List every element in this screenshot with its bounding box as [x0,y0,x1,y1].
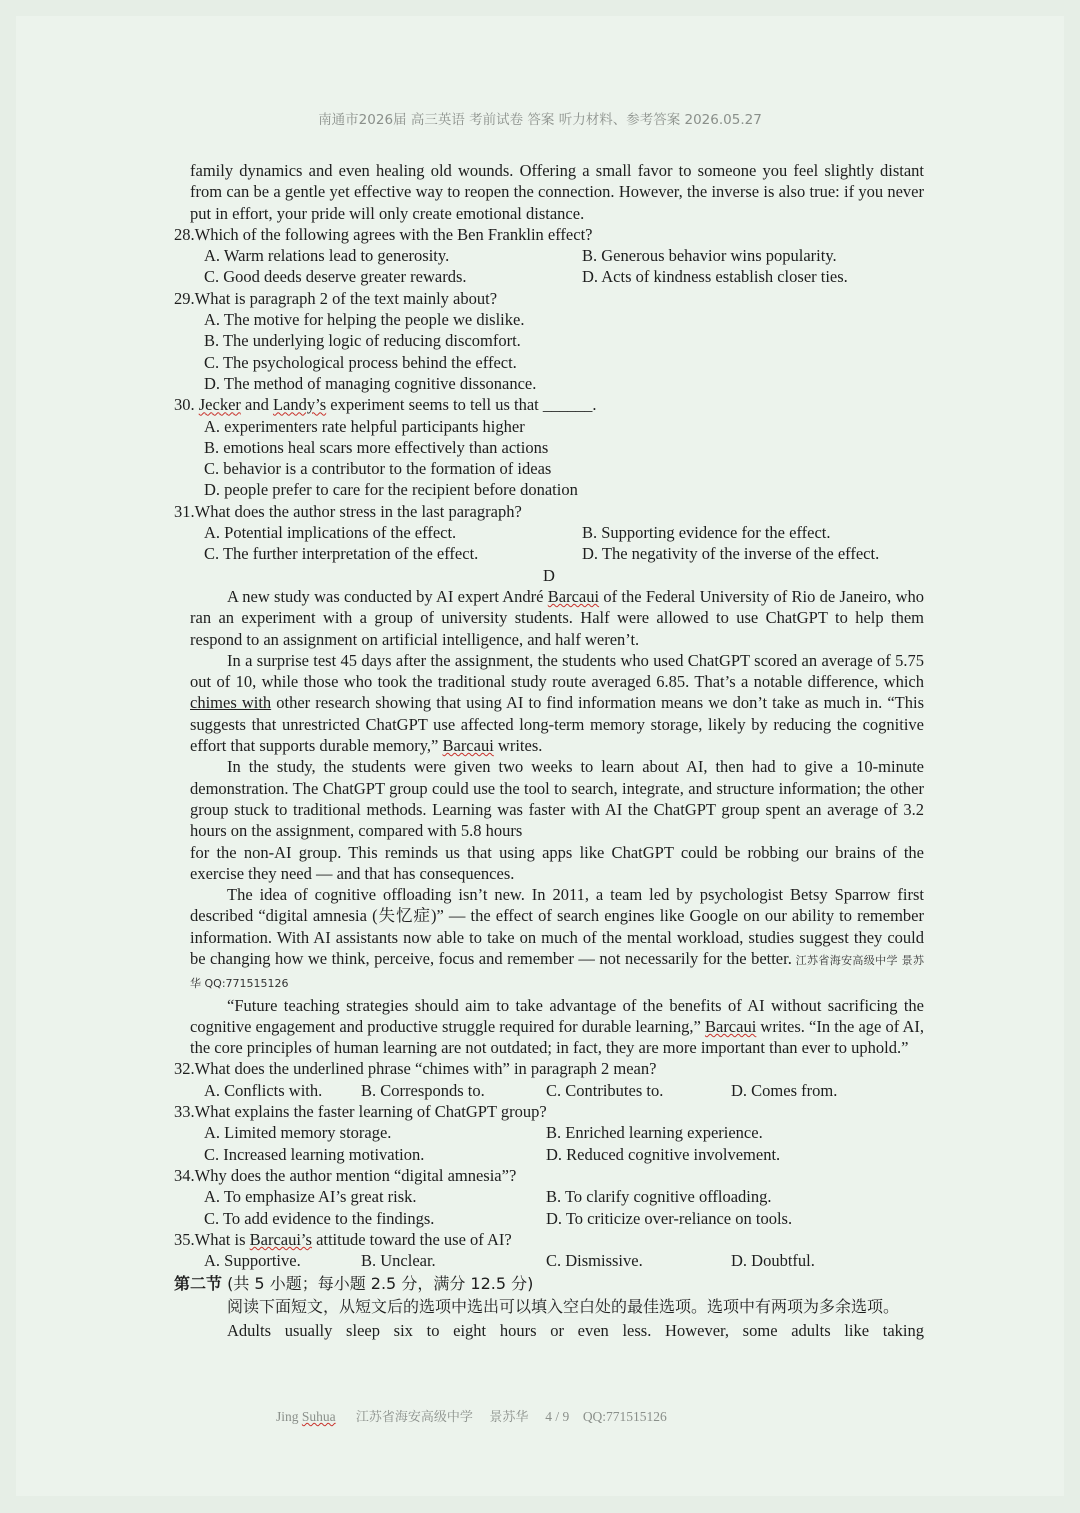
question-number: 30. [174,395,199,415]
name-barcaui: Barcaui [547,586,600,606]
stem-rest: experiment seems to tell us that ______. [326,395,597,415]
question-32 [174,1058,924,1101]
option-a: A. The motive for helping the people we dislike. [204,310,525,330]
option-c: C. Increased learning motivation. [204,1144,425,1164]
footer-school: 江苏省海安高级中学 景苏华 [355,1410,529,1425]
passage-d-paragraph-5 [190,995,924,1059]
page-content [174,160,924,1341]
option-d: D. Acts of kindness establish closer ties. [582,267,848,287]
question-stem: 32.What does the underlined phrase “chimes with” in paragraph 2 mean? [174,1059,657,1079]
options [204,309,924,394]
option-c: C. Good deeds deserve greater rewards. [204,267,467,287]
question-stem: 31.What does the author stress in the last paragraph? [174,501,522,521]
text-run: 35.What is [174,1229,250,1249]
question-29 [174,288,924,394]
footer-name-last: Suhua [301,1409,336,1424]
section-title: 第二节 [174,1274,223,1294]
passage-c-ending: family dynamics and even healing old wounds. Offering a small favor to someone you feel slightly distant from can be a gentle yet effective way to reopen the connection. However, the inverse is also true: if you never put in effort, your pride will only create emotional distance. [190,161,924,223]
section-subtitle: (共 5 小题；每小题 2.5 分，满分 12.5 分) [222,1274,534,1294]
question-31 [174,501,924,565]
options [204,1250,924,1271]
section-2-text-start: Adults usually sleep six to eight hours or even less. However, some adults like taking [227,1320,924,1340]
option-c: C. The further interpretation of the effect. [204,544,479,564]
question-28 [174,224,924,288]
option-d: D. The method of managing cognitive dissonance. [204,373,537,393]
question-30 [174,394,924,500]
option-b: B. To clarify cognitive offloading. [546,1187,772,1207]
text-run: for the non-AI group. This reminds us that using apps like ChatGPT could be robbing our brains of the exercise they need — and that has consequences. [190,842,924,883]
text-run: The idea of cognitive offloading isn’t new. In 2011, a team led by psychologist Betsy Sparrow first described “digital amnesia (失忆症)” — the effect of search engines like Google on our ability to remember information. With AI assistants now able to take on much of the mental workload, studies suggest they could be changing how we think, perceive, focus and remember — not necessarily for the better. [190,885,924,968]
options [204,416,924,501]
option-d: D. Doubtful. [731,1251,815,1271]
option-c: C. The psychological process behind the effect. [204,352,517,372]
page-number: 4 / 9 [545,1409,570,1424]
option-b: B. emotions heal scars more effectively than actions [204,437,549,457]
option-b: B. Supporting evidence for the effect. [582,523,831,543]
footer-qq: QQ:771515126 [582,1409,667,1424]
question-35 [174,1229,924,1272]
option-c: C. Contributes to. [546,1080,664,1100]
question-stem: 34.Why does the author mention “digital amnesia”? [174,1165,517,1185]
question-stem: 28.Which of the following agrees with the Ben Franklin effect? [174,224,593,244]
options [204,1080,924,1101]
passage-d-paragraph-2 [190,650,924,756]
options [204,522,924,565]
name-landy: Landy’s [272,395,327,415]
option-c: C. To add evidence to the findings. [204,1208,435,1228]
option-d: D. The negativity of the inverse of the effect. [582,544,880,564]
name-jecker: Jecker [198,395,241,415]
underlined-phrase: chimes with [190,693,272,713]
passage-d-label: D [543,565,555,585]
passage-d-paragraph-1 [190,586,924,650]
text-run: attitude toward the use of AI? [311,1229,512,1249]
option-b: B. Corresponds to. [361,1080,485,1100]
passage-d-paragraph-3 [190,756,924,884]
text-run: writes. [493,736,543,756]
question-stem: 29.What is paragraph 2 of the text mainly about? [174,288,498,308]
question-stem: 33.What explains the faster learning of ChatGPT group? [174,1102,547,1122]
option-d: D. people prefer to care for the recipient before donation [204,480,578,500]
text-run: “Future teaching strategies should aim to take advantage of the benefits of AI without sacrificing the cognitive engagement and productive struggle required for durable learning,” [190,995,924,1036]
exam-page [16,16,1064,1496]
footer-name-first: Jing [276,1409,302,1424]
page-header: 南通市2026届 高三英语 考前试卷 答案 听力材料、参考答案 2026.05.27 [318,112,762,128]
options [204,1186,924,1229]
option-a: A. Supportive. [204,1251,301,1271]
options [204,245,924,288]
option-a: A. Conflicts with. [204,1080,323,1100]
text-run: In a surprise test 45 days after the assignment, the students who used ChatGPT scored an average of 5.75 out of 10, while those who took the traditional study route averaged 6.85. That’s a notable difference, which [190,650,924,692]
question-33 [174,1101,924,1165]
name-barcaui: Barcaui [704,1016,757,1036]
option-d: D. To criticize over-reliance on tools. [546,1208,793,1228]
conjunction: and [240,395,273,415]
passage-d-paragraph-4 [190,884,924,994]
option-a: A. Limited memory storage. [204,1123,392,1143]
option-d: D. Comes from. [731,1080,838,1100]
option-b: B. The underlying logic of reducing discomfort. [204,331,521,351]
section-2-instruction: 阅读下面短文，从短文后的选项中选出可以填入空白处的最佳选项。选项中有两项为多余选项。 [227,1296,900,1316]
option-a: A. Warm relations lead to generosity. [204,246,450,266]
question-34 [174,1165,924,1229]
text-run: A new study was conducted by AI expert André [227,586,548,606]
section-2-heading [174,1273,924,1294]
option-a: A. Potential implications of the effect. [204,523,457,543]
name-barcaui: Barcaui’s [249,1229,312,1249]
text-run: In the study, the students were given two weeks to learn about AI, then had to give a 10-minute demonstration. The ChatGPT group could use the tool to search, integrate, and structure information; the other group stuck to traditional methods. Learning was faster with AI the ChatGPT group spent an average of 3.2 hours on the assignment, compared with 5.8 hours [190,757,924,841]
options [204,1122,924,1165]
option-c: C. behavior is a contributor to the formation of ideas [204,459,552,479]
text-run: other research showing that using AI to find information means we don’t take as much in. “This suggests that unrestricted ChatGPT use affected long-term memory storage, likely by reducing the cognitive effort that supports durable memory,” [190,693,924,756]
option-d: D. Reduced cognitive involvement. [546,1144,781,1164]
option-b: B. Unclear. [361,1251,436,1271]
page-footer [276,1406,667,1425]
option-a: A. To emphasize AI’s great risk. [204,1187,417,1207]
option-c: C. Dismissive. [546,1251,643,1271]
text-run: of the Federal University of Rio de Janeiro, who ran an experiment with a group of university students. Half were allowed to use ChatGPT to help them respond to an assignment on artificial intelligence, and half weren’t. [190,586,924,649]
option-b: B. Enriched learning experience. [546,1123,763,1143]
option-a: A. experimenters rate helpful participants higher [204,416,525,436]
question-stem [174,394,924,415]
text-run: writes. “In the age of AI, the core principles of human learning are not outdated; in fact, they are more important than ever to uphold.” [190,1016,924,1058]
author-note: 江苏省海安高级中学 景苏华 QQ:771515126 [190,953,924,991]
question-stem [174,1229,924,1250]
name-barcaui: Barcaui [442,736,494,756]
option-b: B. Generous behavior wins popularity. [582,246,837,266]
